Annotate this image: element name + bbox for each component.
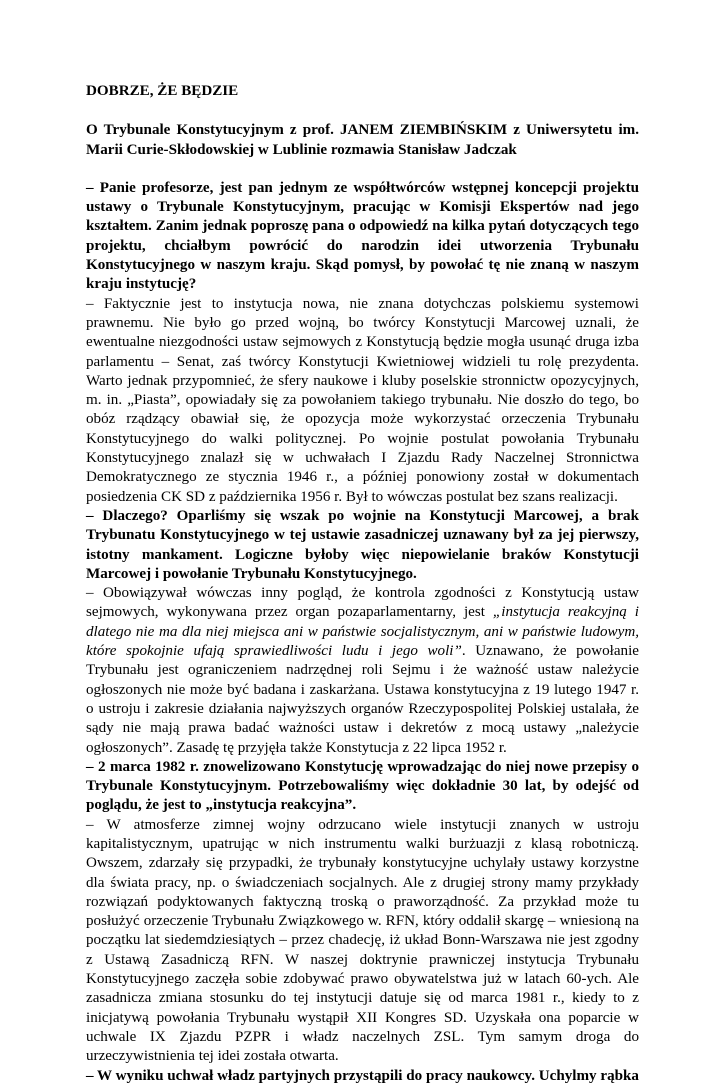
answer-2-text-start: – Obowiązywał wówczas inny pogląd, że kontrola zgodności z Konstytucją ustaw sejmowych, wykonywana przez organ pozaparlamentarny, jest	[86, 585, 639, 621]
answer-2-text-end: . Uznawano, że powołanie Trybunału jest ograniczeniem nadrzędnej roli Sejmu i że ważność ustaw należycie ogłoszonych nie może być badana i zaskarżana. Ustawa konstytucyjna z 19 lutego 1947 r. o ustroju i zakresie działania najwyższych organów Rzeczypospolitej Polskiej ustalała, że sądy nie mają prawa badać ważności ustaw i dekretów z mocą ustawy „należycie ogłoszonych”. Zasadę tę przyjęła także Konstytucja z 22 lipca 1952 r.	[86, 643, 639, 756]
answer-1: – Faktycznie jest to instytucja nowa, nie znana dotychczas polskiemu systemowi prawnemu. Nie było go przed wojną, bo twórcy Konstytucji Marcowej uznali, że ewentualne niezgodności ustaw sejmowych z Konstytucją będzie mogła usunąć druga izba parlamentu – Senat, zaś twórcy Konstytucji Kwietniowej widzieli tu rolę prezydenta. Warto jednak przypomnieć, że sfery naukowe i kluby poselskie stronnictw opozycyjnych, m. in. „Piasta”, opowiadały się za powołaniem takiego trybunału. Nie doszło do tego, bo obóz rządzący obawiał się, że opozycja może wykorzystać orzeczenia Trybunału Konstytucyjnego do walki politycznej. Po wojnie postulat powołania Trybunału Konstytucyjnego znalazł się w uchwałach I Zjazdu Rady Naczelnej Stronnictwa Demokratycznego ze stycznia 1946 r., a później ponowiony został w dokumentach posiedzenia CK SD z października 1956 r. Był to wówczas postulat bez szans realizacji.	[86, 295, 639, 505]
article-title: DOBRZE, ŻE BĘDZIE	[86, 83, 239, 99]
answer-2-quote: „instytucja reakcyjną i dlatego nie ma dla niej miejsca ani w państwie socjalistycznym, ani w państwie ludowym, które spokojnie ufają sprawiedliwości ludu i jego woli”	[86, 604, 639, 660]
question-4: – W wyniku uchwał władz partyjnych przystąpili do pracy naukowcy. Uchylmy rąbka	[86, 1067, 639, 1084]
question-1: – Panie profesorze, jest pan jednym ze współtwórców wstępnej koncepcji projektu ustawy o Trybunale Konstytucyjnym, pracując w Komisji Ekspertów nad jego kształtem. Zanim jednak poproszę pana o odpowiedź na kilka pytań dotyczących tego projektu, chciałbym powrócić do narodzin idei utworzenia Trybunału Konstytucyjnego w naszym kraju. Skąd pomysł, by powołać tę nie znaną w naszym kraju instytucję?	[86, 179, 639, 293]
answer-3: – W atmosferze zimnej wojny odrzucano wiele instytucji znanych w ustroju kapitalistycznym, upatrując w nich instrumentu walki burżuazji z klasą robotniczą. Owszem, zdarzały się przypadki, że trybunały konstytucyjne uchylały ustawy korzystne dla świata pracy, np. o świadczeniach socjalnych. Ale z drugiej strony mamy przykłady rozwiązań podyktowanych faktyczną troską o praworządność. Za przykład może tu posłużyć orzeczenie Trybunału Związkowego w. RFN, który oddalił skargę – wniesioną na początku lat siedemdziesiątych – przez chadecję, iż układ Bonn-Warszawa nie jest zgodny z Ustawą Zasadniczą RFN. W naszej doktrynie prawniczej instytucja Trybunału Konstytucyjnego zaczęła sobie zdobywać prawo obywatelstwa już w latach 60-ych. Ale zasadnicza zmiana stosunku do tej instytucji datuje się od marca 1981 r., kiedy to z inicjatywą powołania Trybunału wystąpił XII Kongres SD. Uzyskała ona poparcie w uchwale IX Zjazdu PZPR i władz naczelnych ZSL. Tym samym droga do urzeczywistnienia tej idei została otwarta.	[86, 816, 639, 1065]
document-page	[86, 82, 639, 1086]
article-intro: O Trybunale Konstytucyjnym z prof. JANEM ZIEMBIŃSKIM z Uniwersytetu im. Marii Curie-Skłodowskiej w Lublinie rozmawia Stanisław Jadczak	[86, 122, 639, 158]
question-2: – Dlaczego? Oparliśmy się wszak po wojnie na Konstytucji Marcowej, a brak Trybunatu Konstytucyjnego w tej ustawie zasadniczej uznawany był za jej pierwszy, istotny mankament. Logiczne byłoby więc niepowielanie braków Konstytucji Marcowej i powołanie Trybunału Konstytucyjnego.	[86, 507, 639, 582]
answer-2	[86, 584, 639, 758]
question-3: – 2 marca 1982 r. znowelizowano Konstytucję wprowadzając do niej nowe przepisy o Trybunale Konstytucyjnym. Potrzebowaliśmy więc dokładnie 30 lat, by odejść od poglądu, że jest to „instytucja reakcyjna”.	[86, 758, 639, 814]
